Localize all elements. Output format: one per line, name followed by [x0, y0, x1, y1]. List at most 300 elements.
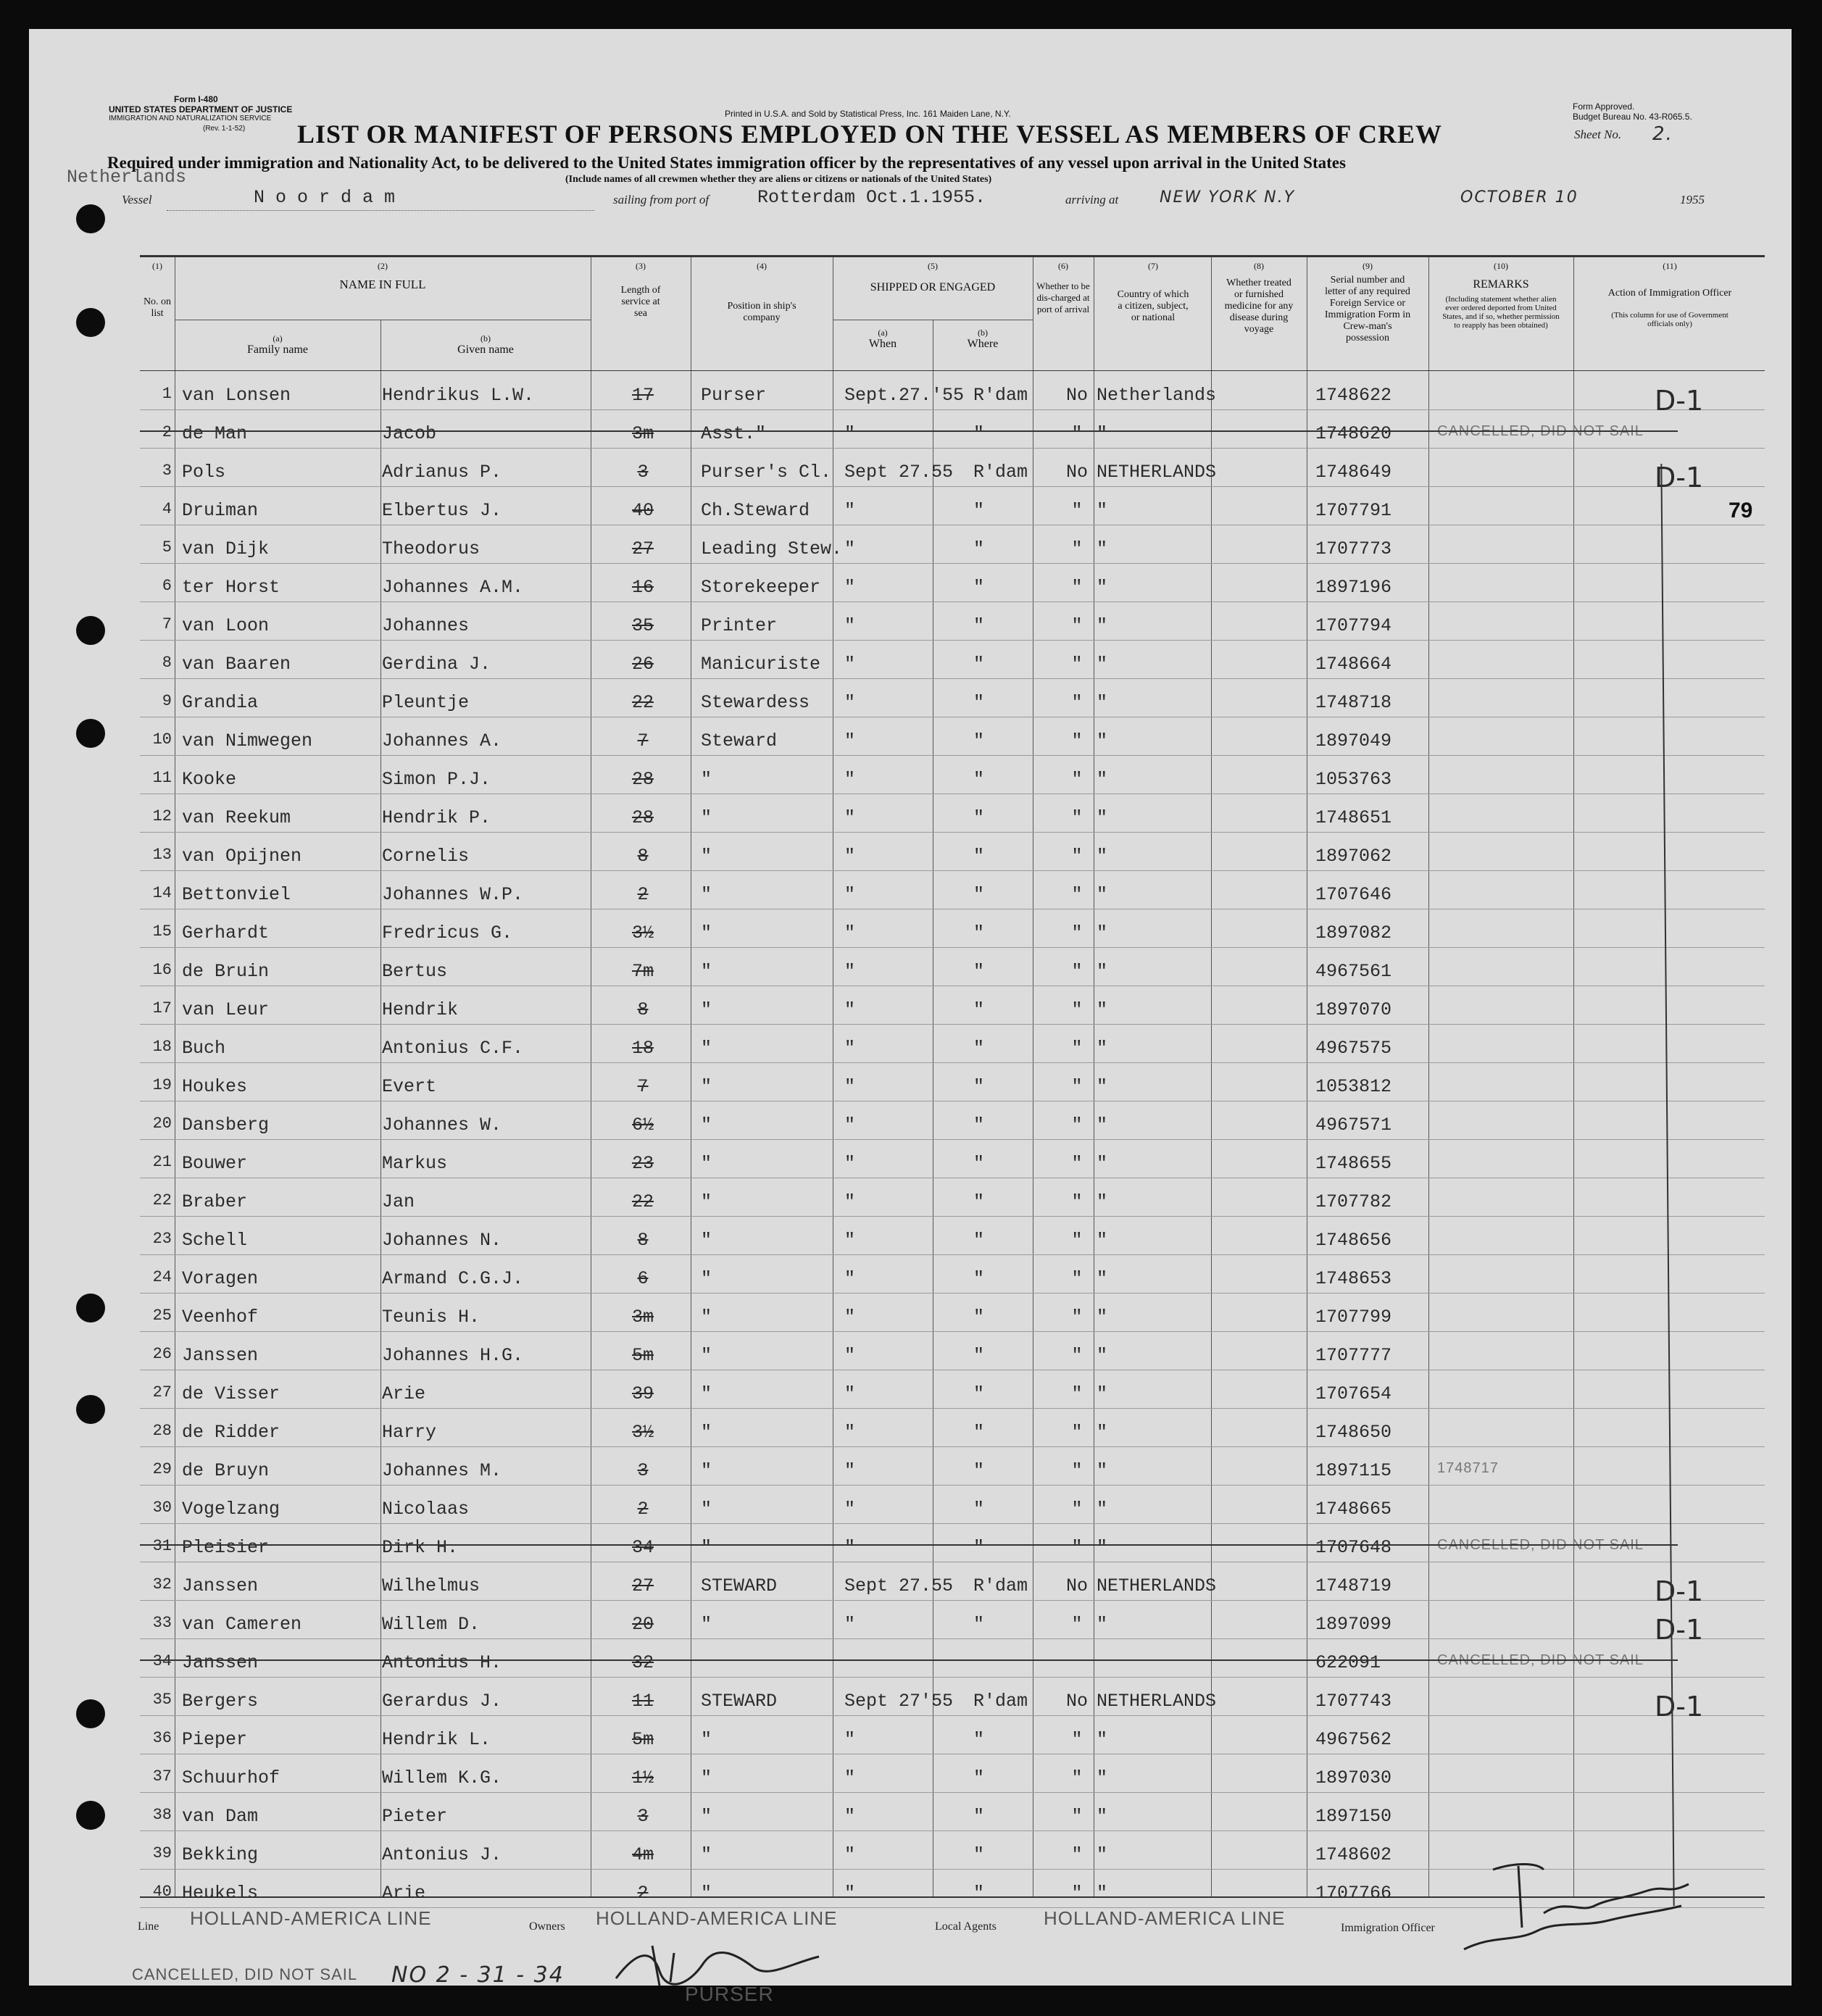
binder-hole — [76, 204, 105, 233]
serial-number: 1897049 — [1315, 730, 1392, 751]
country: " — [1097, 692, 1108, 713]
country: " — [1097, 1614, 1108, 1635]
country: " — [1097, 1729, 1108, 1750]
table-row — [140, 1639, 1765, 1678]
serial-number: 1053763 — [1315, 769, 1392, 790]
serial-number: 1707766 — [1315, 1883, 1392, 1904]
crew-table — [140, 255, 1765, 1904]
row-number: 8 — [162, 654, 172, 672]
position: " — [701, 1038, 712, 1059]
country: " — [1097, 538, 1108, 559]
serial-number: 1748651 — [1315, 807, 1392, 828]
family-name: Buch — [182, 1038, 226, 1059]
owners-stamp: HOLLAND-AMERICA LINE — [596, 1907, 838, 1929]
country: " — [1097, 846, 1108, 867]
table-row — [140, 833, 1765, 871]
shipped-where: " — [973, 615, 985, 636]
family-name: van Loon — [182, 615, 270, 636]
shipped-where: " — [973, 692, 985, 713]
serial-number: 1897196 — [1315, 577, 1392, 598]
table-row — [140, 449, 1765, 493]
shipped-when: " — [844, 423, 856, 444]
row-number: 9 — [162, 692, 172, 710]
serial-number: 1748718 — [1315, 692, 1392, 713]
given-name: Arie — [382, 1383, 426, 1404]
shipped-where: " — [973, 846, 985, 867]
country: NETHERLANDS — [1097, 1691, 1217, 1712]
service-length: 34 — [631, 1537, 654, 1558]
row-number: 16 — [152, 961, 172, 979]
binder-hole — [76, 308, 105, 337]
table-row — [140, 1793, 1765, 1831]
family-name: Voragen — [182, 1268, 259, 1289]
position: " — [701, 961, 712, 982]
col-discharge-header: (6) Whether to be dis-charged at port of arrival — [1036, 261, 1090, 315]
col-country-header: (7) Country of which a citizen, subject, or national — [1117, 261, 1189, 323]
country: " — [1097, 1268, 1108, 1289]
shipped-when: " — [844, 999, 856, 1020]
discharge: " — [1071, 922, 1083, 944]
shipped-when: " — [844, 1268, 856, 1289]
line-label: Line — [138, 1920, 159, 1933]
discharge: No — [1065, 462, 1088, 483]
row-number: 4 — [162, 500, 172, 518]
shipped-when: Sept 27.55 — [844, 1575, 954, 1596]
position: Manicuriste — [701, 654, 821, 675]
shipped-where: " — [973, 730, 985, 751]
shipped-where: " — [973, 1614, 985, 1635]
family-name: ter Horst — [182, 577, 280, 598]
given-name: Wilhelmus — [382, 1575, 481, 1596]
shipped-when: " — [844, 1537, 856, 1558]
family-name: Bettonviel — [182, 884, 291, 905]
country: " — [1097, 1422, 1108, 1443]
service-length: 2 — [637, 884, 649, 905]
shipped-when: " — [844, 1038, 856, 1059]
service-length: 2 — [637, 1499, 649, 1520]
service-length: 32 — [631, 1652, 654, 1673]
country: " — [1097, 1806, 1108, 1827]
discharge: " — [1071, 999, 1083, 1020]
shipped-when: " — [844, 1614, 856, 1635]
family-name: Pols — [182, 462, 226, 483]
service-length: 28 — [631, 769, 654, 790]
given-name: Nicolaas — [382, 1499, 470, 1520]
sheet-label: Sheet No. — [1574, 128, 1622, 141]
shipped-when: " — [844, 1191, 856, 1212]
position: " — [701, 1729, 712, 1750]
shipped-where: " — [973, 1038, 985, 1059]
shipped-when: " — [844, 961, 856, 982]
discharge: " — [1071, 1883, 1083, 1904]
table-row — [140, 1601, 1765, 1646]
table-row — [140, 487, 1765, 525]
service-length: 22 — [631, 692, 654, 713]
shipped-where: R'dam — [973, 385, 1028, 406]
serial-number: 1707782 — [1315, 1191, 1392, 1212]
shipped-where: " — [973, 1383, 985, 1404]
discharge: No — [1065, 1691, 1088, 1712]
serial-number: 1897082 — [1315, 922, 1392, 944]
row-number: 11 — [152, 769, 172, 787]
discharge: " — [1071, 1230, 1083, 1251]
service-length: 16 — [631, 577, 654, 598]
service-length: 4m — [631, 1844, 654, 1865]
remarks: CANCELLED, DID NOT SAIL — [1437, 1652, 1644, 1668]
cancelled-strike — [140, 1659, 1678, 1661]
serial-number: 1707654 — [1315, 1383, 1392, 1404]
service-length: 22 — [631, 1191, 654, 1212]
given-name: Jan — [382, 1191, 415, 1212]
discharge: No — [1065, 385, 1088, 406]
position: Purser's Cl. — [701, 462, 832, 483]
row-number: 39 — [152, 1844, 172, 1862]
position: " — [701, 1268, 712, 1289]
table-row — [140, 1524, 1765, 1562]
serial-number: 1748665 — [1315, 1499, 1392, 1520]
serial-number: 1748650 — [1315, 1422, 1392, 1443]
shipped-when: " — [844, 807, 856, 828]
family-name: de Bruin — [182, 961, 270, 982]
shipped-when: " — [844, 538, 856, 559]
shipped-where: " — [973, 538, 985, 559]
row-number: 28 — [152, 1422, 172, 1440]
family-name: Houkes — [182, 1076, 248, 1097]
serial-number: 1897030 — [1315, 1767, 1392, 1788]
table-row — [140, 1063, 1765, 1101]
row-number: 24 — [152, 1268, 172, 1286]
given-name: Johannes N. — [382, 1230, 502, 1251]
crew-rows — [140, 372, 1765, 1908]
table-row — [140, 372, 1765, 417]
purser-stamp: PURSER — [685, 1983, 774, 2005]
position: STEWARD — [701, 1691, 778, 1712]
discharge: " — [1071, 654, 1083, 675]
table-row — [140, 1370, 1765, 1409]
country: " — [1097, 1844, 1108, 1865]
family-name: van Nimwegen — [182, 730, 313, 751]
table-row — [140, 1486, 1765, 1524]
position: " — [701, 1307, 712, 1328]
row-number: 35 — [152, 1691, 172, 1709]
shipped-when: " — [844, 1883, 856, 1904]
col-position-header: (4) Position in ship's company — [727, 261, 796, 323]
table-row — [140, 1217, 1765, 1255]
given-name: Hendrik P. — [382, 807, 491, 828]
row-number: 1 — [162, 385, 172, 403]
service-length: 2 — [637, 1883, 649, 1904]
row-number: 29 — [152, 1460, 172, 1478]
position: " — [701, 1844, 712, 1865]
col-action-header: (11) Action of Immigration Officer (This column for use of Government officials only) — [1607, 261, 1732, 328]
service-length: 6½ — [631, 1115, 654, 1136]
discharge: " — [1071, 1307, 1083, 1328]
shipped-when: " — [844, 500, 856, 521]
shipped-when: " — [844, 1076, 856, 1097]
table-row — [140, 679, 1765, 717]
shipped-where: " — [973, 423, 985, 444]
binder-hole — [76, 616, 105, 645]
service-length: 8 — [637, 846, 649, 867]
serial-number: 4967575 — [1315, 1038, 1392, 1059]
row-number: 30 — [152, 1499, 172, 1517]
country: " — [1097, 1499, 1108, 1520]
given-name: Johannes H.G. — [382, 1345, 524, 1366]
discharge: No — [1065, 1575, 1088, 1596]
service-length: 28 — [631, 807, 654, 828]
given-name: Simon P.J. — [382, 769, 491, 790]
row-number: 18 — [152, 1038, 172, 1056]
given-name: Johannes — [382, 615, 470, 636]
serial-number: 1707646 — [1315, 884, 1392, 905]
shipped-when: " — [844, 692, 856, 713]
discharge: " — [1071, 1191, 1083, 1212]
page-mark: 79 — [1729, 499, 1753, 522]
position: " — [701, 922, 712, 944]
line-stamp: HOLLAND-AMERICA LINE — [190, 1907, 432, 1929]
discharge: " — [1071, 1345, 1083, 1366]
row-number: 25 — [152, 1307, 172, 1325]
position: " — [701, 846, 712, 867]
col-length-header: (3) Length of service at sea — [620, 261, 661, 319]
shipped-where: " — [973, 1115, 985, 1136]
family-name: Veenhof — [182, 1307, 259, 1328]
shipped-where: " — [973, 922, 985, 944]
family-name: Janssen — [182, 1575, 259, 1596]
serial-number: 1748719 — [1315, 1575, 1392, 1596]
department: UNITED STATES DEPARTMENT OF JUSTICE — [109, 104, 293, 114]
service-length: 5m — [631, 1345, 654, 1366]
family-name: van Dijk — [182, 538, 270, 559]
row-number: 5 — [162, 538, 172, 557]
discharge: " — [1071, 807, 1083, 828]
requirement-text: Required under immigration and Nationality Act, to be delivered to the United States immigration officer by the representatives of any vessel upon arrival in the United States — [107, 154, 1346, 172]
shipped-where: " — [973, 1883, 985, 1904]
service-length: 3½ — [631, 922, 654, 944]
table-row — [140, 1140, 1765, 1178]
discharge: " — [1071, 1844, 1083, 1865]
position: STEWARD — [701, 1575, 778, 1596]
shipped-when: " — [844, 922, 856, 944]
country: " — [1097, 1383, 1108, 1404]
shipped-where: " — [973, 1729, 985, 1750]
country: " — [1097, 1076, 1108, 1097]
shipped-where: " — [973, 1537, 985, 1558]
service-length: 3 — [637, 1460, 649, 1481]
service-length: 35 — [631, 615, 654, 636]
discharge: " — [1071, 1383, 1083, 1404]
family-name: Pieper — [182, 1729, 248, 1750]
table-row — [140, 1409, 1765, 1447]
serial-number: 1748656 — [1315, 1230, 1392, 1251]
table-row — [140, 1716, 1765, 1754]
family-name: Druiman — [182, 500, 259, 521]
serial-number: 1707777 — [1315, 1345, 1392, 1366]
serial-number: 1053812 — [1315, 1076, 1392, 1097]
discharge: " — [1071, 615, 1083, 636]
family-name: de Man — [182, 423, 248, 444]
shipped-when: Sept 27.55 — [844, 462, 954, 483]
shipped-when: " — [844, 1153, 856, 1174]
shipped-when: " — [844, 1345, 856, 1366]
manifest-sheet — [29, 29, 1792, 2005]
table-row — [140, 756, 1765, 794]
position: " — [701, 1767, 712, 1788]
row-number: 2 — [162, 423, 172, 441]
family-name: Bergers — [182, 1691, 259, 1712]
page-title: LIST OR MANIFEST OF PERSONS EMPLOYED ON THE VESSEL AS MEMBERS OF CREW — [297, 120, 1442, 149]
table-row — [140, 1678, 1765, 1723]
given-name: Willem K.G. — [382, 1767, 502, 1788]
given-name: Hendrik — [382, 999, 459, 1020]
country: " — [1097, 1153, 1108, 1174]
serial-number: 1707773 — [1315, 538, 1392, 559]
country: " — [1097, 1767, 1108, 1788]
country: " — [1097, 769, 1108, 790]
shipped-where: " — [973, 884, 985, 905]
discharge: " — [1071, 423, 1083, 444]
family-name: Braber — [182, 1191, 248, 1212]
family-name: Janssen — [182, 1652, 259, 1673]
discharge: " — [1071, 1537, 1083, 1558]
shipped-where: " — [973, 500, 985, 521]
position: " — [701, 1537, 712, 1558]
col-serial-header: (9) Serial number and letter of any required Foreign Service or Immigration Form in Crew-man's possession — [1324, 261, 1411, 343]
shipped-when: " — [844, 884, 856, 905]
row-number: 36 — [152, 1729, 172, 1747]
agents-stamp: HOLLAND-AMERICA LINE — [1044, 1907, 1286, 1929]
given-name: Bertus — [382, 961, 448, 982]
country: " — [1097, 1307, 1108, 1328]
country: " — [1097, 500, 1108, 521]
discharge: " — [1071, 1268, 1083, 1289]
officer-label: Immigration Officer — [1341, 1922, 1435, 1934]
given-name: Johannes M. — [382, 1460, 502, 1481]
shipped-when: " — [844, 1499, 856, 1520]
position: " — [701, 1460, 712, 1481]
family-name: Pleisier — [182, 1537, 270, 1558]
given-name: Adrianus P. — [382, 462, 502, 483]
given-name: Antonius C.F. — [382, 1038, 524, 1059]
discharge: " — [1071, 1806, 1083, 1827]
service-length: 26 — [631, 654, 654, 675]
row-number: 33 — [152, 1614, 172, 1632]
row-number: 14 — [152, 884, 172, 902]
table-row — [140, 1255, 1765, 1294]
position: Leading Stew. — [701, 538, 843, 559]
position: " — [701, 1499, 712, 1520]
shipped-where: R'dam — [973, 1691, 1028, 1712]
row-number: 23 — [152, 1230, 172, 1248]
shipped-when: " — [844, 615, 856, 636]
shipped-where: " — [973, 1191, 985, 1212]
row-number: 13 — [152, 846, 172, 864]
row-number: 27 — [152, 1383, 172, 1401]
discharge: " — [1071, 1460, 1083, 1481]
country: " — [1097, 654, 1108, 675]
row-number: 17 — [152, 999, 172, 1017]
service-length: 8 — [637, 1230, 649, 1251]
serial-number: 1897150 — [1315, 1806, 1392, 1827]
shipped-where: " — [973, 1268, 985, 1289]
given-name: Johannes W.P. — [382, 884, 524, 905]
sailing-label: sailing from port of — [613, 193, 710, 207]
serial-number: 1748622 — [1315, 385, 1392, 406]
discharge: " — [1071, 500, 1083, 521]
arrival-date: OCTOBER 10 — [1460, 188, 1578, 207]
given-name: Hendrik L. — [382, 1729, 491, 1750]
col-no-header: (1) No. on list — [143, 261, 172, 319]
discharge: " — [1071, 884, 1083, 905]
row-number: 22 — [152, 1191, 172, 1209]
cancelled-strike — [140, 1544, 1678, 1546]
col-when-header: (a) When — [868, 328, 897, 350]
country: " — [1097, 1191, 1108, 1212]
serial-number: 1748649 — [1315, 462, 1392, 483]
shipped-when: Sept.27.'55 — [844, 385, 965, 406]
serial-number: 1707799 — [1315, 1307, 1392, 1328]
shipped-where: R'dam — [973, 1575, 1028, 1596]
shipped-where: " — [973, 1345, 985, 1366]
table-row — [140, 1562, 1765, 1607]
discharge: " — [1071, 1729, 1083, 1750]
row-number: 3 — [162, 462, 172, 480]
discharge: " — [1071, 1499, 1083, 1520]
discharge: " — [1071, 1115, 1083, 1136]
given-name: Antonius J. — [382, 1844, 502, 1865]
family-name: van Opijnen — [182, 846, 302, 867]
position: " — [701, 1153, 712, 1174]
position: Asst." — [701, 423, 767, 444]
given-name: Johannes A.M. — [382, 577, 524, 598]
shipped-where: " — [973, 1076, 985, 1097]
shipped-where: " — [973, 654, 985, 675]
discharge: " — [1071, 846, 1083, 867]
shipped-where: R'dam — [973, 462, 1028, 483]
given-name: Markus — [382, 1153, 448, 1174]
printer-note: Printed in U.S.A. and Sold by Statistical Press, Inc. 161 Maiden Lane, N.Y. — [725, 109, 1011, 119]
country: " — [1097, 1345, 1108, 1366]
table-row — [140, 986, 1765, 1025]
serial-number: 1707794 — [1315, 615, 1392, 636]
cancelled-strike — [140, 430, 1678, 432]
serial-number: 4967562 — [1315, 1729, 1392, 1750]
col-where-header: (b) Where — [967, 328, 999, 350]
binder-hole — [76, 719, 105, 748]
service-length: 8 — [637, 999, 649, 1020]
given-name: Jacob — [382, 423, 437, 444]
service-length: 20 — [631, 1614, 654, 1635]
discharge: " — [1071, 1153, 1083, 1174]
budget-bureau: Budget Bureau No. 43-R065.5. — [1573, 112, 1692, 122]
discharge: " — [1071, 730, 1083, 751]
binder-hole — [76, 1801, 105, 1830]
family-name: van Baaren — [182, 654, 291, 675]
remarks: 1748717 — [1437, 1460, 1499, 1476]
family-name: van Leur — [182, 999, 270, 1020]
shipped-where: " — [973, 1460, 985, 1481]
form-number: Form I-480 — [174, 94, 218, 104]
given-name: Arie — [382, 1883, 426, 1904]
col-medicine-header: (8) Whether treated or furnished medicine for any disease during voyage — [1224, 261, 1294, 335]
purser-signature — [609, 1942, 826, 1993]
family-name: van Lonsen — [182, 385, 291, 406]
country: " — [1097, 807, 1108, 828]
country: NETHERLANDS — [1097, 462, 1217, 483]
shipped-when: " — [844, 730, 856, 751]
position: " — [701, 1806, 712, 1827]
given-name: Pieter — [382, 1806, 448, 1827]
